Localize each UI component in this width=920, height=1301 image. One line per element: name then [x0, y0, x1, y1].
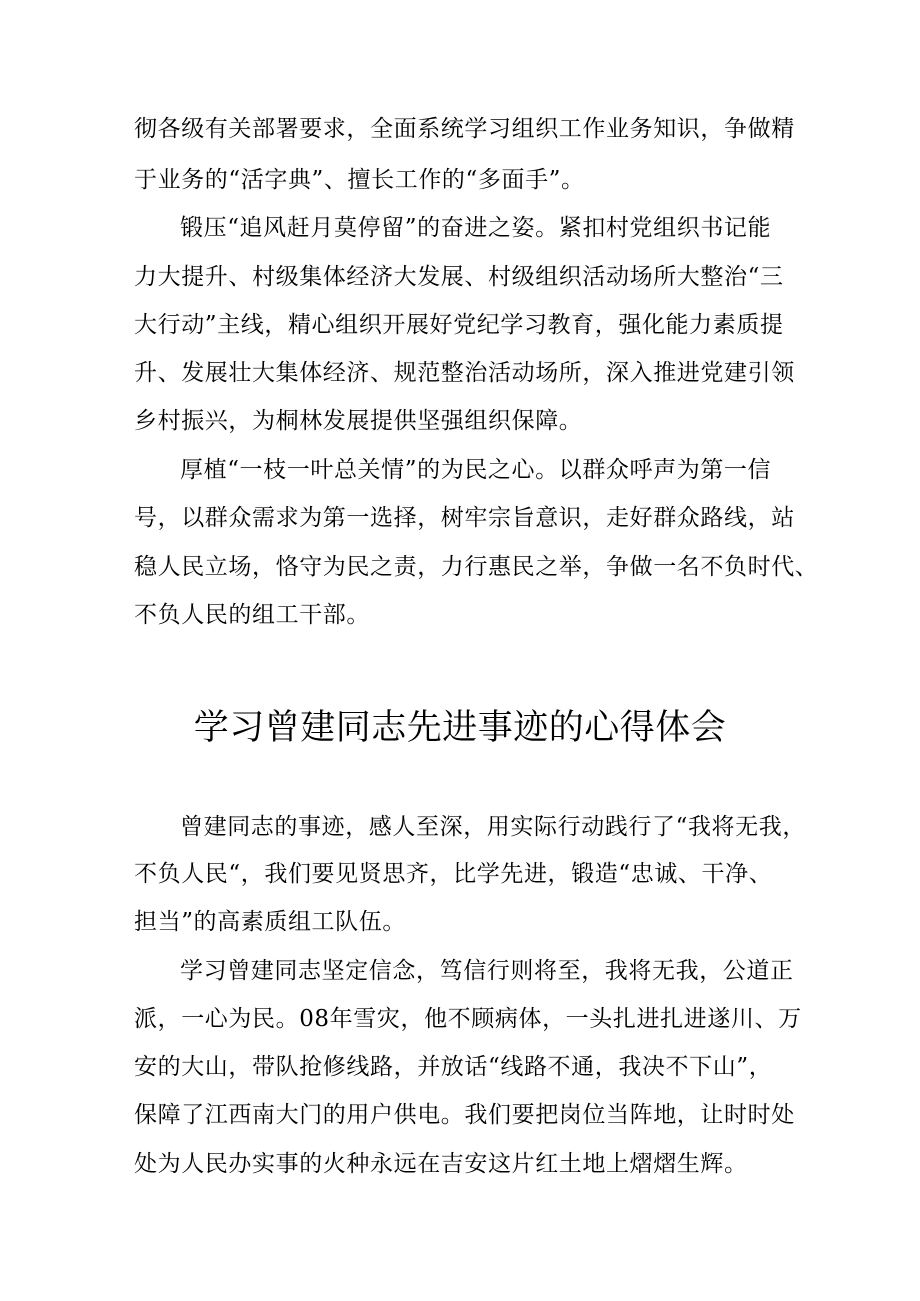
- paragraph-line: 乡村振兴，为桐林发展提供坚强组织保障。: [134, 408, 583, 434]
- paragraph-line: 厚植“一枝一叶总关情”的为民之心。以群众呼声为第一信: [180, 457, 772, 483]
- section-title: 学习曾建同志先进事迹的心得体会: [193, 708, 727, 748]
- paragraph-line: 大行动”主线，精心组织开展好党纪学习教育，强化能力素质提: [134, 312, 784, 338]
- paragraph-line: 锻压“追风赶月莫停留”的奋进之姿。紧扣村党组织书记能: [180, 215, 772, 241]
- paragraph-line: 力大提升、村级集体经济大发展、村级组织活动场所大整治“三: [134, 264, 784, 290]
- paragraph-line: 派，一心为民。08年雪灾，他不顾病体，一头扎进扎进遂川、万: [134, 1006, 802, 1032]
- paragraph-line: 处为人民办实事的火种永远在吉安这片红土地上熠熠生辉。: [134, 1151, 748, 1177]
- paragraph-line: 号，以群众需求为第一选择，树牢宗旨意识，走好群众路线，站: [134, 505, 795, 531]
- paragraph-line: 不负人民的组工干部。: [134, 602, 370, 628]
- paragraph-line: 安的大山，带队抢修线路，并放话“线路不通，我决不下山”，: [134, 1054, 773, 1080]
- paragraph-line: 担当”的高素质组工队伍。: [134, 909, 406, 935]
- paragraph-line: 曾建同志的事迹，感人至深，用实际行动践行了“我将无我，: [180, 814, 806, 840]
- paragraph-line: 保障了江西南大门的用户供电。我们要把岗位当阵地，让时时处: [134, 1102, 795, 1128]
- paragraph-line: 于业务的“活字典”、擅长工作的“多面手”。: [134, 167, 585, 193]
- paragraph-line: 彻各级有关部署要求，全面系统学习组织工作业务知识，争做精: [134, 116, 795, 142]
- paragraph-line: 不负人民“，我们要见贤思齐，比学先进，锻造“忠诚、干净、: [134, 861, 773, 887]
- paragraph-line: 升、发展壮大集体经济、规范整治活动场所，深入推进党建引领: [134, 360, 795, 386]
- paragraph-line: 学习曾建同志坚定信念，笃信行则将至，我将无我，公道正: [180, 958, 794, 984]
- paragraph-line: 稳人民立场，恪守为民之责，力行惠民之举，争做一名不负时代、: [134, 554, 819, 580]
